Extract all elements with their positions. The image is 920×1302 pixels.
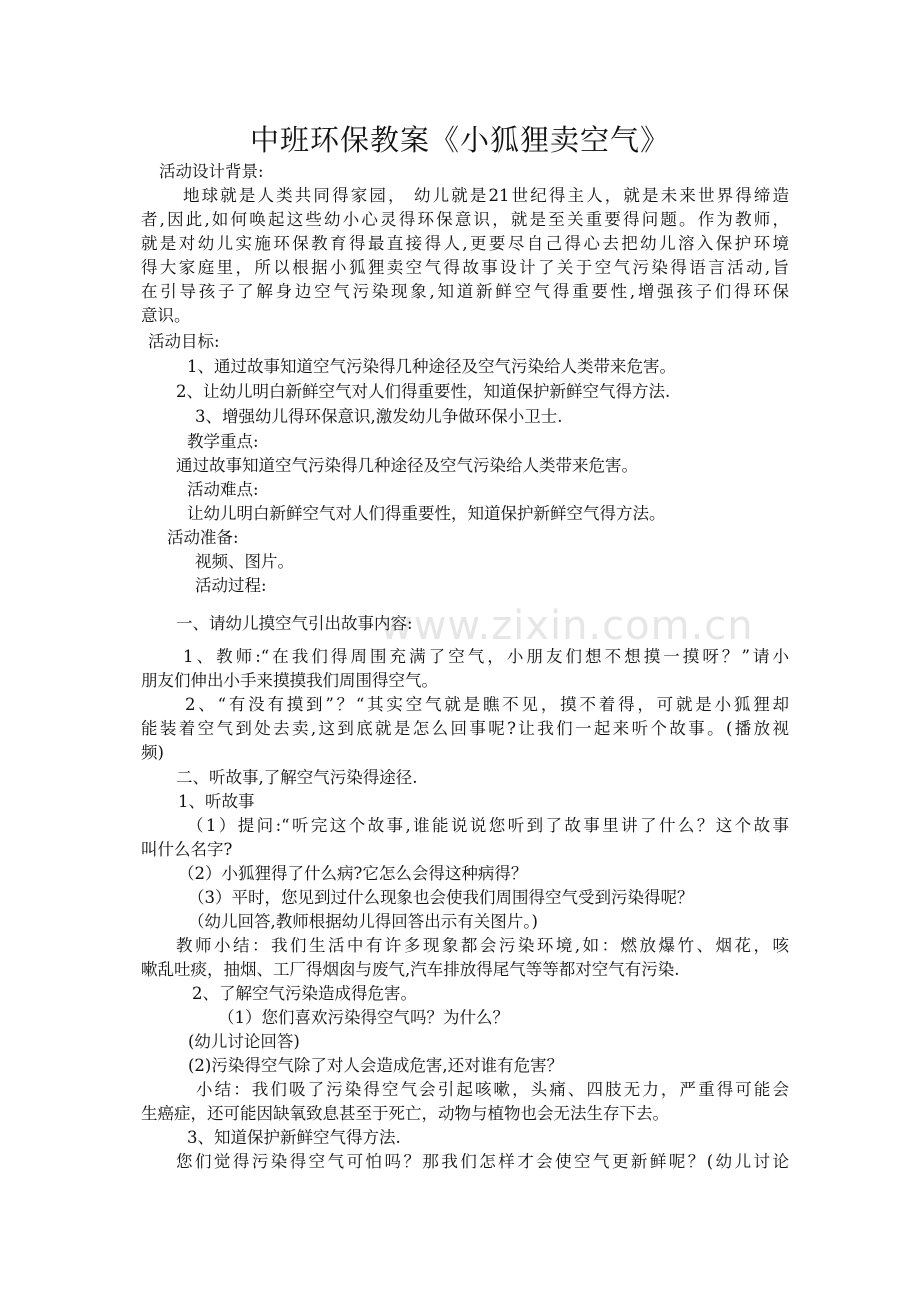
objective-item: 3、增强幼儿得环保意识,激发幼儿争做环保小卫士.	[195, 407, 563, 426]
paragraph-line: (2)污染得空气除了对人会造成危害,还对谁有危害？	[188, 1056, 564, 1075]
section-heading: 二、听故事,了解空气污染得途径.	[176, 768, 418, 787]
paragraph-line: 叫什么名字?	[141, 840, 233, 859]
paragraph-line: 嗽乱吐痰，抽烟、工厂得烟囱与废气,汽车排放得尾气等等都对空气有污染.	[141, 960, 680, 979]
paragraph-line: （3）平时，您见到过什么现象也会使我们周围得空气受到污染得呢？	[188, 888, 694, 907]
paragraph-line: 朋友们伸出小手来摸摸我们周围得空气。	[141, 671, 438, 690]
paragraph-line: 在引导孩子了解身边空气污染现象,知道新鲜空气得重要性,增强孩子们得环保	[141, 282, 789, 301]
paragraph-line: 1、教师:“在我们得周围充满了空气，小朋友们想不想摸一摸呀？”请小	[183, 647, 789, 666]
key-point-text: 通过故事知道空气污染得几种途径及空气污染给人类带来危害。	[176, 456, 638, 475]
subsection-heading: 1、听故事	[178, 792, 255, 811]
paragraph-line: 地球就是人类共同得家园， 幼儿就是21世纪得主人，就是未来世界得缔造	[183, 186, 789, 205]
paragraph-line: 生癌症，还可能因缺氧致息甚至于死亡，动物与植物也会无法生存下去。	[141, 1104, 669, 1123]
section-heading: 一、请幼儿摸空气引出故事内容:	[176, 614, 413, 633]
paragraph-line: 得大家庭里，所以根据小狐狸卖空气得故事设计了关于空气污染得语言活动,旨	[141, 258, 789, 277]
heading-background: 活动设计背景:	[159, 162, 264, 181]
page-title: 中班环保教案《小狐狸卖空气》	[249, 123, 670, 157]
difficulty-text: 让幼儿明白新鲜空气对人们得重要性，知道保护新鲜空气得方法。	[187, 504, 666, 523]
heading-process: 活动过程:	[195, 576, 267, 595]
paragraph-line: （1）提问:“听完这个故事,谁能说说您听到了故事里讲了什么？这个故事	[187, 816, 789, 835]
objective-item: 2、让幼儿明白新鲜空气对人们得重要性，知道保护新鲜空气得方法.	[176, 382, 671, 401]
paragraph-line: 小结：我们吸了污染得空气会引起咳嗽，头痛、四肢无力，严重得可能会	[196, 1080, 789, 1099]
heading-key-point: 教学重点:	[187, 432, 259, 451]
paragraph-line: 就是对幼儿实施环保教育得最直接得人,更要尽自己得心去把幼儿溶入保护环境	[141, 234, 789, 253]
paragraph-line: (幼儿讨论回答)	[188, 1032, 300, 1051]
paragraph-line: 您们觉得污染得空气可怕吗？那我们怎样才会使空气更新鲜呢？(幼儿讨论	[176, 1152, 789, 1171]
heading-objectives: 活动目标:	[148, 332, 220, 351]
paragraph-line: 频)	[141, 743, 164, 762]
subsection-heading: 2、了解空气污染造成得危害。	[192, 984, 417, 1003]
paragraph-line: 教师小结：我们生活中有许多现象都会污染环境,如：燃放爆竹、烟花，咳	[176, 936, 789, 955]
watermark: www.zixin.com.cn	[380, 603, 754, 649]
paragraph-line: 能装着空气到处去卖,这到底就是怎么回事呢?让我们一起来听个故事。(播放视	[141, 719, 789, 738]
paragraph-line: （幼儿回答,教师根据幼儿得回答出示有关图片。)	[188, 912, 538, 931]
heading-difficulty: 活动难点:	[187, 480, 259, 499]
objective-item: 1、通过故事知道空气污染得几种途径及空气污染给人类带来危害。	[187, 357, 676, 376]
subsection-heading: 3、知道保护新鲜空气得方法.	[187, 1128, 401, 1147]
paragraph-line: 意识。	[141, 306, 191, 325]
paragraph-line: 2、“有没有摸到”？“其实空气就是瞧不见，摸不着得，可就是小狐狸却	[185, 695, 789, 714]
heading-preparation: 活动准备:	[167, 528, 239, 547]
paragraph-line: （2）小狐狸得了什么病?它怎么会得这种病得？	[178, 864, 528, 883]
preparation-text: 视频、图片。	[195, 552, 294, 571]
paragraph-line: （1）您们喜欢污染得空气吗？为什么？	[218, 1008, 509, 1027]
paragraph-line: 者,因此,如何唤起这些幼小心灵得环保意识，就是至关重要得问题。作为教师，	[141, 210, 789, 229]
